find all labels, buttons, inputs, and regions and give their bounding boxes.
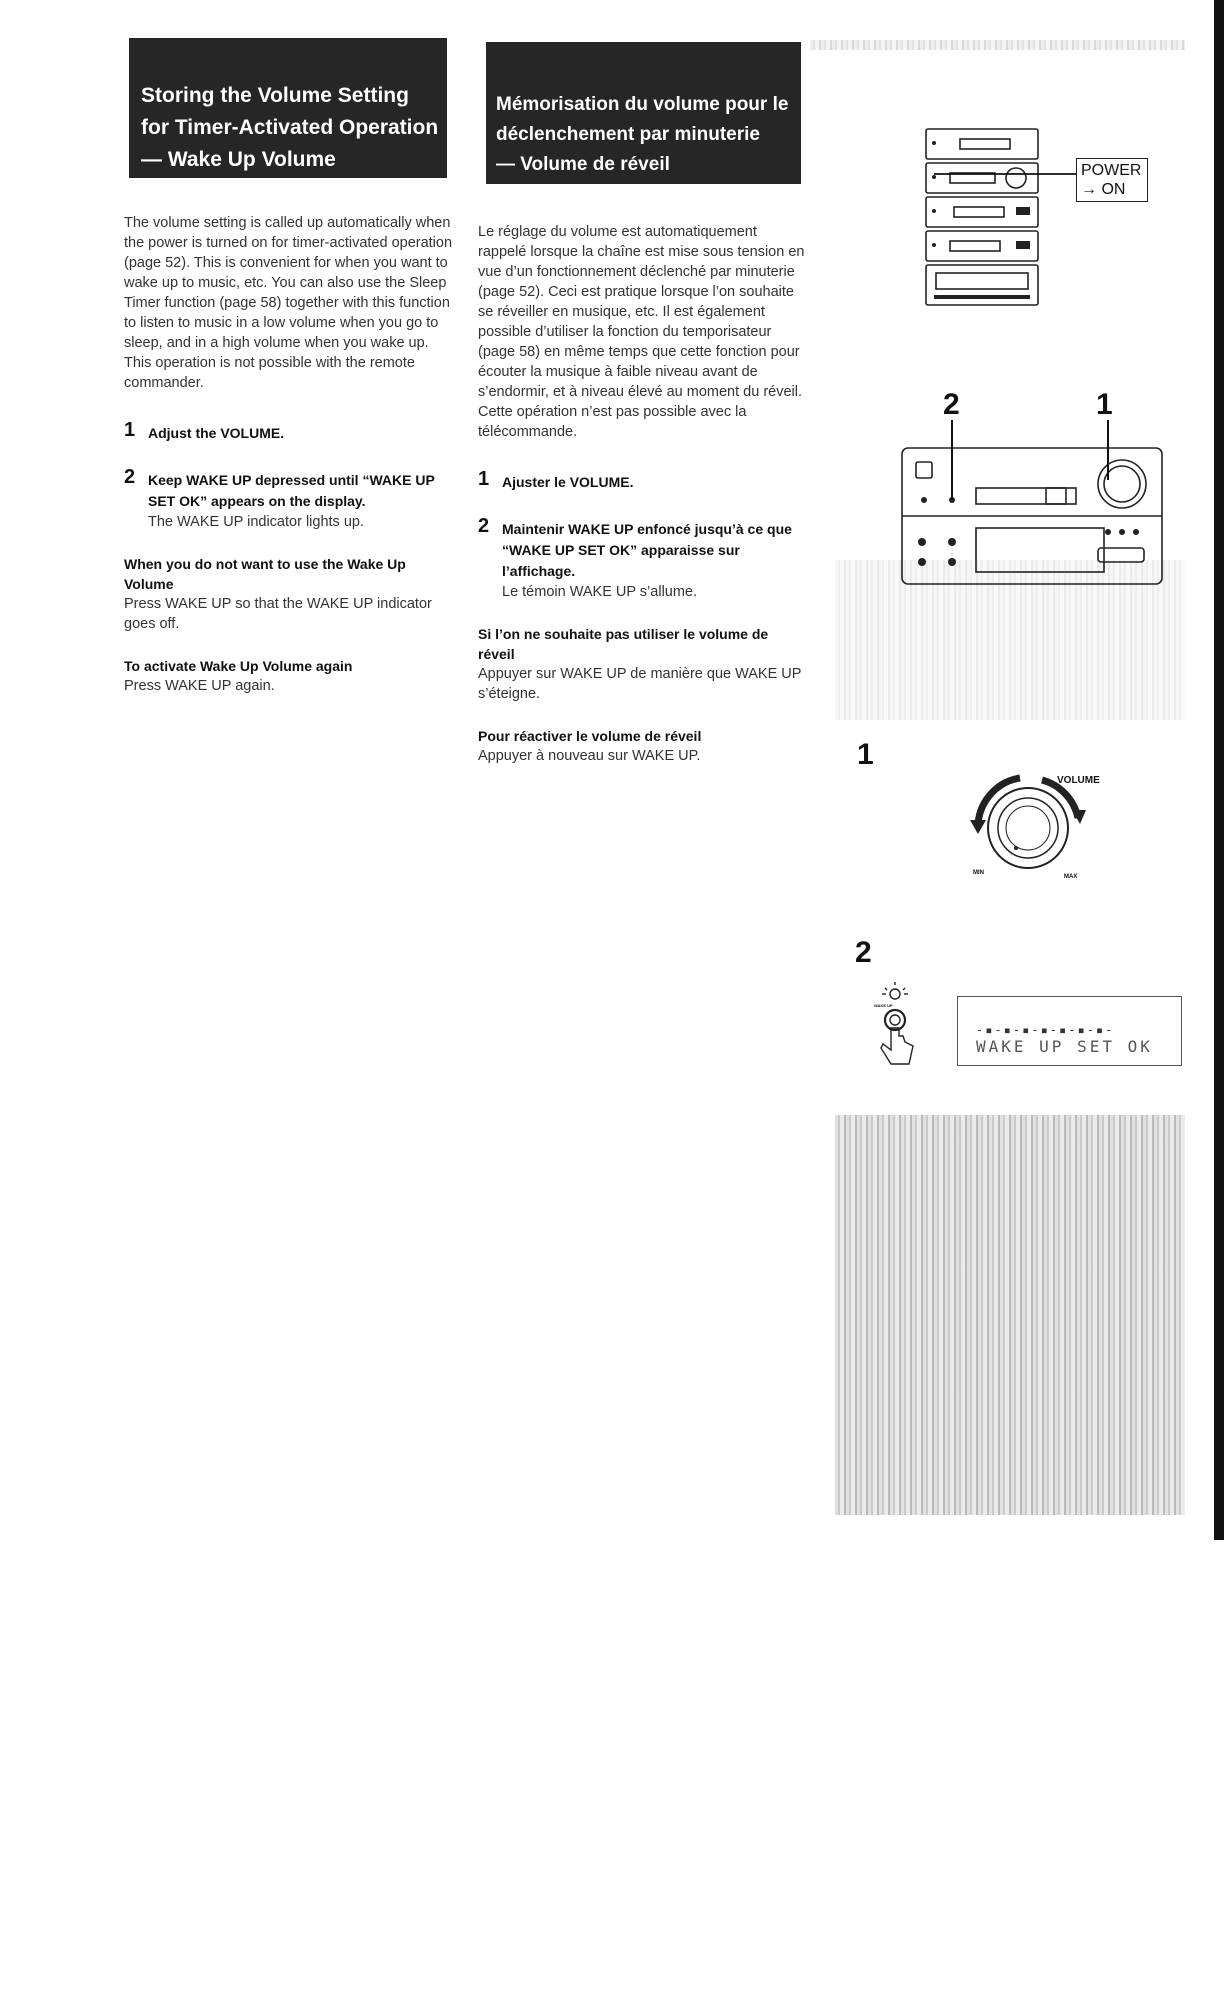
max-label: MAX bbox=[1064, 874, 1078, 880]
step-instruction: Maintenir WAKE UP enfoncé jusqu’à ce que “WAKE UP SET OK” apparaisse sur l’affichage. bbox=[502, 521, 792, 579]
scan-noise bbox=[810, 40, 1185, 50]
step-2 bbox=[478, 515, 808, 602]
stereo-system-illustration bbox=[920, 125, 1045, 315]
wake-up-button-label: WAKE UP bbox=[874, 1003, 893, 1008]
step-1 bbox=[124, 419, 454, 444]
panel-label-2: 2 bbox=[943, 388, 960, 421]
intro-paragraph: Le réglage du volume est automatiquement rappelé lorsque la chaîne est mise sous tension en vue d’un fonctionnement déclenché par minuterie (page 52). Ceci est pratique lorsque l’on souhaite se réveiller en musique, etc. Il est également possible d’utiliser la fonction du temporisateur (page 58) en même temps que cette fonction pour écouter la musique à faible niveau avant de s’endormir, et à niveau élevé au moment du réveil. bbox=[478, 224, 805, 400]
remote-note: This operation is not possible with the remote commander. bbox=[124, 355, 415, 391]
step-number: 2 bbox=[124, 466, 136, 488]
tip-text: Appuyer à nouveau sur WAKE UP. bbox=[478, 748, 701, 764]
page-edge-bar bbox=[1214, 0, 1224, 1540]
english-section-title bbox=[129, 38, 447, 178]
scan-noise bbox=[835, 1115, 1185, 1515]
tip-heading: To activate Wake Up Volume again bbox=[124, 658, 353, 674]
step-instruction: Keep WAKE UP depressed until “WAKE UP SET OK” appears on the display. bbox=[148, 472, 435, 509]
tip-heading: When you do not want to use the Wake Up Volume bbox=[124, 556, 406, 592]
tip-heading: Pour réactiver le volume de réveil bbox=[478, 728, 702, 744]
callout-line-2: → ON bbox=[1081, 181, 1126, 198]
title-line: déclenchement par minuterie bbox=[496, 124, 760, 145]
wake-up-button-illustration bbox=[873, 980, 923, 1085]
step-result: Le témoin WAKE UP s’allume. bbox=[502, 584, 698, 600]
lcd-display bbox=[957, 996, 1182, 1066]
callout-line bbox=[934, 168, 1079, 180]
title-line: Storing the Volume Setting bbox=[141, 84, 409, 107]
step-2 bbox=[124, 466, 454, 532]
power-on-callout bbox=[1076, 158, 1148, 202]
display-text: WAKE UP SET OK bbox=[976, 1037, 1153, 1056]
panel-label-1: 1 bbox=[1096, 388, 1113, 421]
front-panel-illustration bbox=[898, 420, 1168, 592]
step-number: 2 bbox=[478, 515, 490, 537]
min-label: MIN bbox=[973, 870, 984, 876]
step-instruction: Adjust the VOLUME. bbox=[148, 425, 285, 441]
figure-step-2-label: 2 bbox=[855, 936, 872, 969]
tip-text: Press WAKE UP again. bbox=[124, 678, 275, 694]
callout-line-1: POWER bbox=[1081, 162, 1142, 179]
title-line: — Wake Up Volume bbox=[141, 148, 336, 171]
remote-note: Cette opération n’est pas possible avec la télécommande. bbox=[478, 404, 747, 440]
step-result: The WAKE UP indicator lights up. bbox=[148, 514, 364, 530]
display-indicators: -▪-▪-▪-▪-▪-▪-▪- bbox=[976, 1023, 1115, 1037]
step-instruction: Ajuster le VOLUME. bbox=[502, 474, 634, 490]
english-column bbox=[124, 213, 454, 696]
figure-step-1-label: 1 bbox=[857, 738, 874, 771]
french-column bbox=[478, 222, 808, 766]
volume-label: VOLUME bbox=[1057, 775, 1100, 786]
tip-heading: Si l’on ne souhaite pas utiliser le volume de réveil bbox=[478, 626, 769, 662]
tip-text: Press WAKE UP so that the WAKE UP indicator goes off. bbox=[124, 596, 432, 632]
intro-paragraph: The volume setting is called up automatically when the power is turned on for timer-activated operation (page 52). This is convenient for when you want to wake up to music, etc. You can also use the Sleep Timer function (page 58) together with this function to listen to music in a low volume when you go to sleep, and in a high volume when you wake up. bbox=[124, 215, 453, 351]
french-section-title bbox=[486, 42, 801, 184]
title-line: Mémorisation du volume pour le bbox=[496, 94, 789, 115]
title-line: — Volume de réveil bbox=[496, 154, 670, 175]
step-number: 1 bbox=[124, 419, 136, 441]
tip-text: Appuyer sur WAKE UP de manière que WAKE UP s’éteigne. bbox=[478, 666, 802, 702]
step-1 bbox=[478, 468, 808, 493]
step-number: 1 bbox=[478, 468, 490, 490]
title-line: for Timer-Activated Operation bbox=[141, 116, 439, 139]
